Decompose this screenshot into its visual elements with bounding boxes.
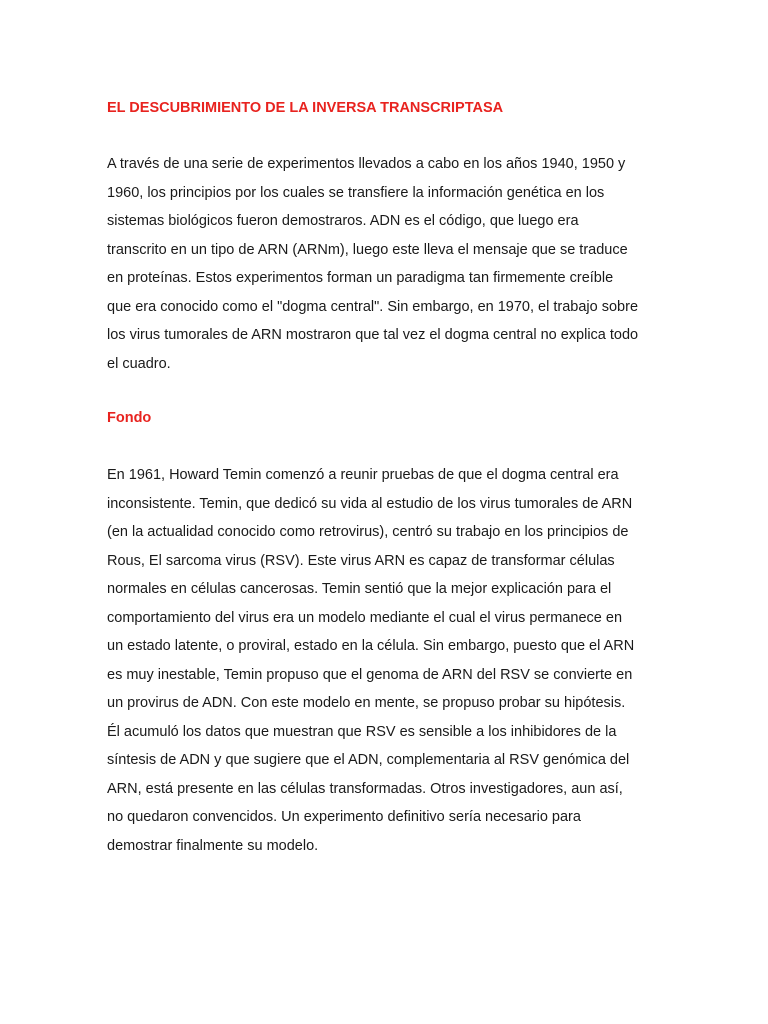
paragraph-line: A través de una serie de experimentos llevados a cabo en los años 1940, 1950 y: [107, 156, 626, 172]
paragraph-line: transcrito en un tipo de ARN (ARNm), luego este lleva el mensaje que se traduce: [107, 241, 628, 258]
section-paragraph: [107, 461, 634, 860]
paragraph-line: comportamiento del virus era un modelo mediante el cual el virus permanece en: [107, 609, 623, 626]
paragraph-line: Rous, El sarcoma virus (RSV). Este virus ARN es capaz de transformar células: [107, 552, 615, 569]
document-title: EL DESCUBRIMIENTO DE LA INVERSA TRANSCRIPTASA: [107, 100, 504, 116]
paragraph-line: demostrar finalmente su modelo.: [107, 837, 319, 854]
paragraph-line: sistemas biológicos fueron demostraros. ADN es el código, que luego era: [107, 213, 579, 229]
section-heading: Fondo: [107, 410, 152, 426]
paragraph-line: normales en células cancerosas. Temin sentió que la mejor explicación para el: [107, 581, 612, 597]
paragraph-line: Él acumuló los datos que muestran que RSV es sensible a los inhibidores de la: [107, 723, 617, 740]
paragraph-line: es muy inestable, Temin propuso que el genoma de ARN del RSV se convierte en: [107, 666, 633, 683]
paragraph-line: el cuadro.: [107, 355, 171, 372]
paragraph-line: 1960, los principios por los cuales se transfiere la información genética en los: [107, 184, 605, 201]
paragraph-line: en proteínas. Estos experimentos forman un paradigma tan firmemente creíble: [107, 270, 614, 286]
paragraph-line: no quedaron convencidos. Un experimento definitivo sería necesario para: [107, 809, 581, 825]
paragraph-line: En 1961, Howard Temin comenzó a reunir pruebas de que el dogma central era: [107, 467, 619, 483]
paragraph-line: que era conocido como el "dogma central". Sin embargo, en 1970, el trabajo sobre: [107, 298, 639, 315]
intro-paragraph: [107, 150, 638, 378]
paragraph-line: los virus tumorales de ARN mostraron que tal vez el dogma central no explica todo: [107, 327, 639, 343]
paragraph-line: síntesis de ADN y que sugiere que el ADN, complementaria al RSV genómica del: [107, 752, 630, 768]
paragraph-line: un estado latente, o proviral, estado en la célula. Sin embargo, puesto que el ARN: [107, 638, 635, 654]
paragraph-line: (en la actualidad conocido como retrovirus), centró su trabajo en los principios de: [107, 524, 629, 540]
paragraph-line: ARN, está presente en las células transformadas. Otros investigadores, aun así,: [107, 780, 623, 797]
paragraph-line: un provirus de ADN. Con este modelo en mente, se propuso probar su hipótesis.: [107, 695, 626, 711]
paragraph-line: inconsistente. Temin, que dedicó su vida al estudio de los virus tumorales de ARN: [107, 495, 633, 512]
